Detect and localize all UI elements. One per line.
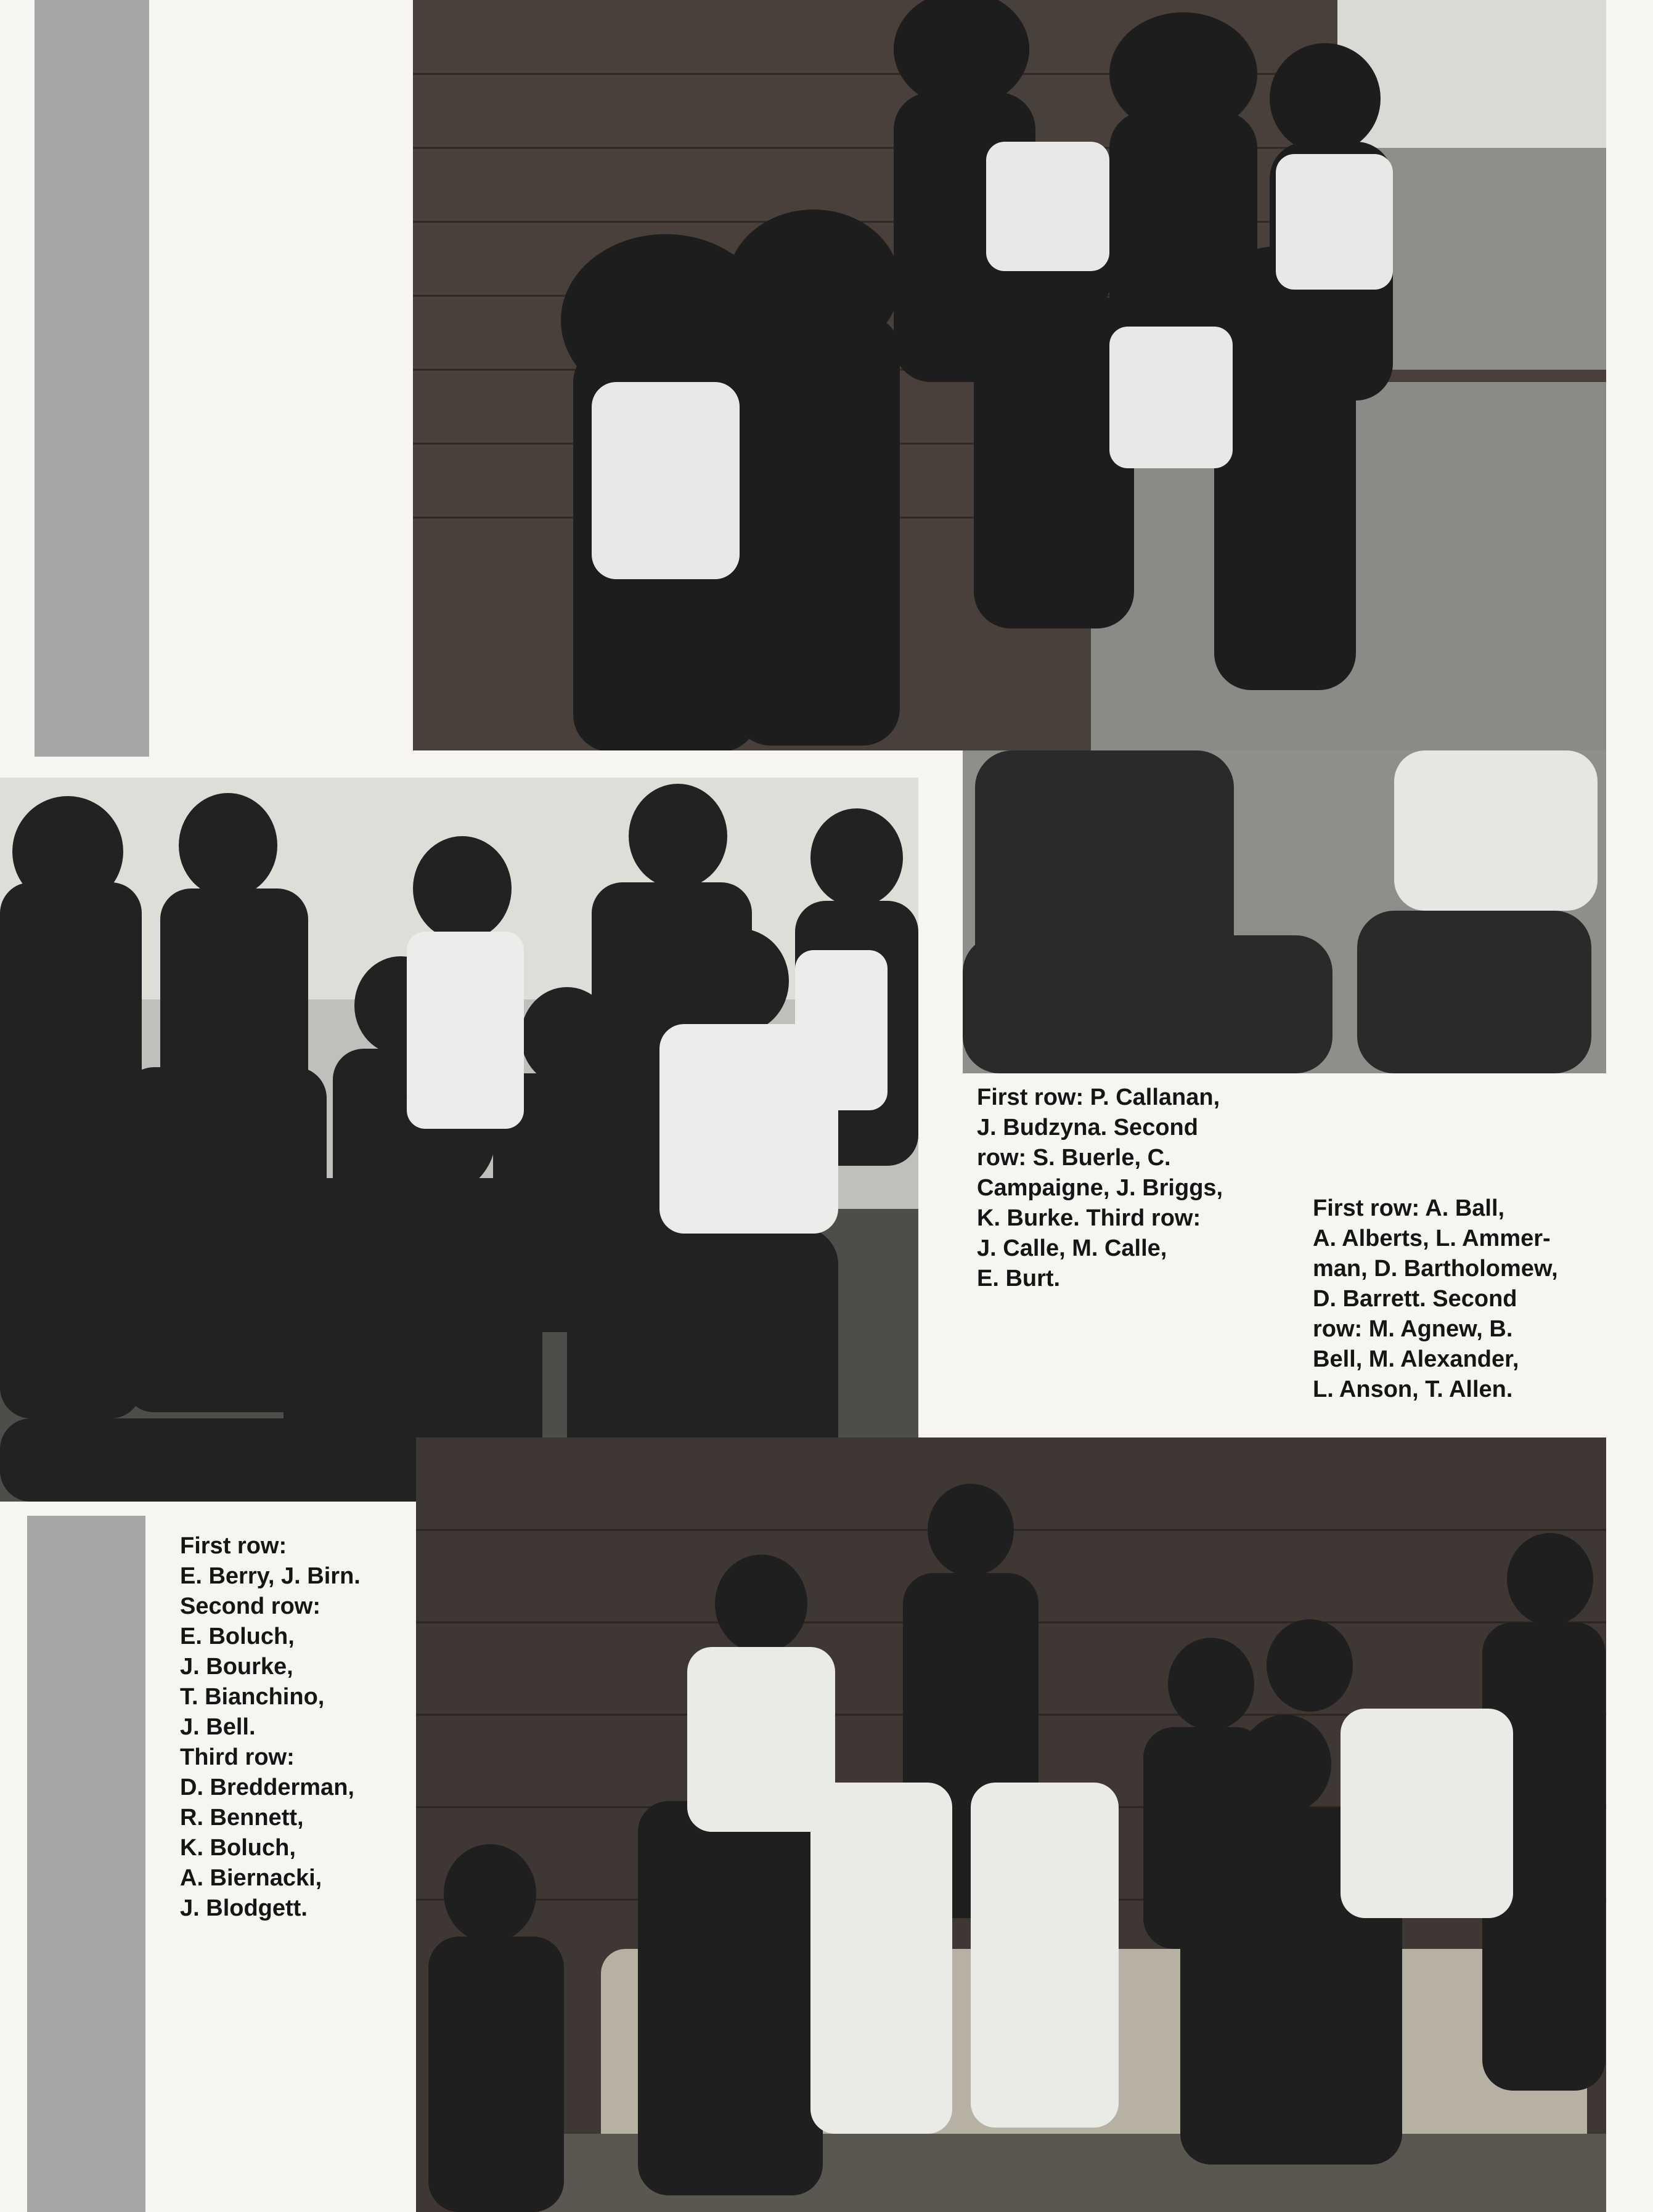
caption-center-line: row: S. Buerle, C.	[977, 1145, 1171, 1171]
caption-center-line: J. Budzyna. Second	[977, 1115, 1198, 1141]
top-grey-tab	[35, 0, 149, 757]
caption-center	[977, 1083, 1223, 1294]
caption-left-line: J. Bourke,	[180, 1654, 293, 1680]
caption-right	[1313, 1193, 1558, 1405]
caption-left-line: J. Bell.	[180, 1714, 256, 1740]
caption-left-line: Second row:	[180, 1593, 321, 1619]
caption-left-line: Third row:	[180, 1744, 295, 1770]
caption-left-line: J. Blodgett.	[180, 1895, 308, 1921]
caption-right-line: L. Anson, T. Allen.	[1313, 1376, 1513, 1402]
middle-group-photo	[0, 778, 918, 1502]
caption-left-line: K. Boluch,	[180, 1835, 296, 1861]
caption-center-line: J. Calle, M. Calle,	[977, 1235, 1167, 1261]
caption-center-line: E. Burt.	[977, 1266, 1061, 1291]
caption-left-line: T. Bianchino,	[180, 1684, 325, 1710]
caption-center-line: Campaigne, J. Briggs,	[977, 1175, 1223, 1201]
bottom-group-photo	[416, 1437, 1606, 2212]
caption-right-line: row: M. Agnew, B.	[1313, 1316, 1513, 1342]
caption-right-line: D. Barrett. Second	[1313, 1286, 1517, 1312]
caption-left-line: E. Boluch,	[180, 1624, 295, 1649]
caption-center-line: K. Burke. Third row:	[977, 1205, 1201, 1231]
caption-right-line: First row: A. Ball,	[1313, 1195, 1505, 1221]
caption-left-line: First row:	[180, 1533, 287, 1559]
top-group-photo	[413, 0, 1606, 750]
top-photo-scene	[413, 0, 1606, 750]
bottom-grey-tab	[27, 1516, 145, 2212]
caption-left-line: R. Bennett,	[180, 1805, 304, 1831]
middle-photo-scene	[0, 778, 918, 1502]
caption-left-line: A. Biernacki,	[180, 1865, 322, 1891]
caption-left	[180, 1531, 361, 1924]
caption-right-line: A. Alberts, L. Ammer-	[1313, 1226, 1551, 1251]
caption-right-line: Bell, M. Alexander,	[1313, 1346, 1519, 1372]
top-photo-extension	[963, 750, 1606, 1073]
caption-center-line: First row: P. Callanan,	[977, 1084, 1220, 1110]
caption-left-line: D. Bredderman,	[180, 1775, 354, 1800]
caption-right-line: man, D. Bartholomew,	[1313, 1256, 1558, 1282]
top-photo-extension-scene	[963, 750, 1606, 1073]
caption-left-line: E. Berry, J. Birn.	[180, 1563, 361, 1589]
bottom-photo-scene	[416, 1437, 1606, 2212]
